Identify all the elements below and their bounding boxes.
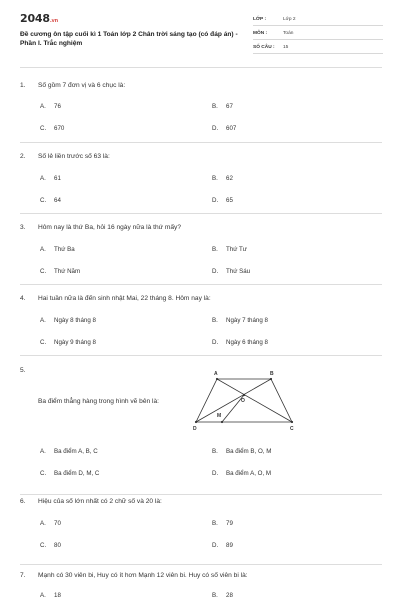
option-d[interactable]: D. 89: [212, 542, 233, 549]
divider: [20, 284, 382, 285]
option-a[interactable]: A. 61: [40, 175, 61, 182]
meta-subject: MÔN : Toán: [253, 28, 383, 40]
option-c[interactable]: C. Ngày 9 tháng 8: [40, 339, 96, 346]
option-d[interactable]: D. 65: [212, 197, 233, 204]
page-title: Đề cương ôn tập cuối kì 1 Toán lớp 2 Chân trời sáng tạo (có đáp án) - Phần I. Trắc nghiệm: [20, 31, 238, 47]
question-text: Ba điểm thẳng hàng trong hình vẽ bên là:: [38, 398, 159, 405]
option-a[interactable]: A. 76: [40, 103, 61, 110]
option-c[interactable]: C. Thứ Năm: [40, 268, 81, 275]
label-c: C: [290, 426, 294, 432]
option-b[interactable]: B. 67: [212, 103, 233, 110]
option-a[interactable]: A. Thứ Ba: [40, 246, 75, 253]
question-number: 4.: [20, 295, 26, 302]
label-a: A: [214, 371, 218, 377]
divider: [20, 67, 382, 68]
question-text: Hiệu của số lớn nhất có 2 chữ số và 20 là:: [38, 498, 162, 505]
option-d[interactable]: D. Ngày 6 tháng 8: [212, 339, 268, 346]
meta-question-count: SỐ CÂU : 15: [253, 42, 383, 54]
question-text: Hôm nay là thứ Ba, hỏi 16 ngày nữa là thứ mấy?: [38, 224, 181, 231]
divider: [20, 564, 382, 565]
option-a[interactable]: A. 18: [40, 592, 61, 599]
label-o: O: [241, 398, 245, 404]
option-d[interactable]: D. Ba điểm A, O, M: [212, 470, 272, 477]
question-number: 3.: [20, 224, 26, 231]
option-a[interactable]: A. Ba điểm A, B, C: [40, 448, 98, 455]
meta-class: LỚP : Lớp 2: [253, 14, 383, 26]
page-header: [0, 0, 400, 64]
option-a[interactable]: A. Ngày 8 tháng 8: [40, 317, 96, 324]
divider: [20, 142, 382, 143]
option-c[interactable]: C. 64: [40, 197, 61, 204]
option-b[interactable]: B. 28: [212, 592, 233, 599]
question-text: Số lẻ liền trước số 63 là:: [38, 153, 110, 160]
divider: [20, 213, 382, 214]
question-text: Hai tuần nữa là đến sinh nhật Mai, 22 tháng 8. Hôm nay là:: [38, 295, 211, 302]
label-m: M: [217, 413, 222, 419]
question-number: 1.: [20, 82, 26, 89]
label-b: B: [270, 371, 274, 377]
question-number: 2.: [20, 153, 26, 160]
site-logo[interactable]: 2048.vn: [20, 12, 58, 25]
question-number: 6.: [20, 498, 26, 505]
trapezoid-figure: [190, 367, 300, 433]
label-d: D: [193, 426, 197, 432]
question-number: 5.: [20, 367, 26, 374]
option-c[interactable]: C. 80: [40, 542, 61, 549]
option-c[interactable]: C. 670: [40, 125, 65, 132]
question-number: 7.: [20, 572, 26, 579]
option-c[interactable]: C. Ba điểm D, M, C: [40, 470, 100, 477]
option-b[interactable]: B. Ba điểm B, O, M: [212, 448, 272, 455]
option-b[interactable]: B. Ngày 7 tháng 8: [212, 317, 268, 324]
option-d[interactable]: D. 607: [212, 125, 237, 132]
divider: [20, 355, 382, 356]
option-a[interactable]: A. 70: [40, 520, 61, 527]
question-text: Số gồm 7 đơn vị và 6 chục là:: [38, 82, 126, 89]
question-text: Mạnh có 30 viên bi, Huy có ít hơn Mạnh 12 viên bi. Huy có số viên bi là:: [38, 572, 248, 579]
option-b[interactable]: B. 79: [212, 520, 233, 527]
divider: [20, 494, 382, 495]
option-b[interactable]: B. 62: [212, 175, 233, 182]
option-d[interactable]: D. Thứ Sáu: [212, 268, 251, 275]
option-b[interactable]: B. Thứ Tư: [212, 246, 247, 253]
